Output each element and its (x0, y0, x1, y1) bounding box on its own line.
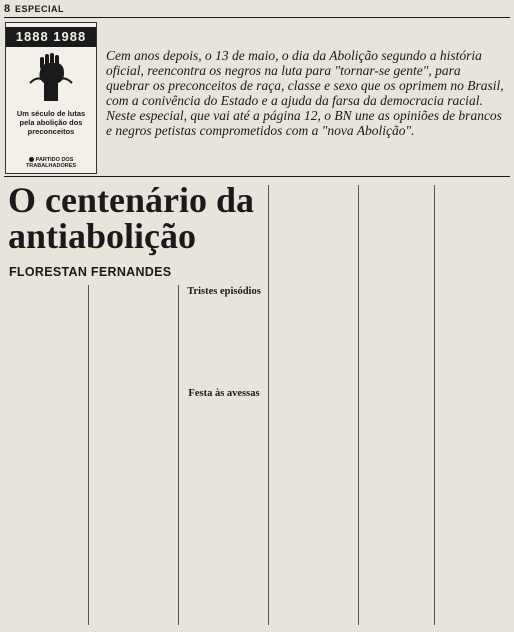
emblem-party: PARTIDO DOS TRABALHADORES (6, 157, 96, 169)
article-headline: O centenário da antiabolição (8, 180, 254, 256)
raised-fist-icon (24, 53, 78, 103)
column-divider (178, 285, 179, 625)
column-divider (88, 285, 89, 625)
emblem-title: Um século de lutas pela abolição dos preconceitos (16, 109, 86, 136)
subhead-tristes-episodios: Tristes episódios (187, 286, 261, 297)
article-column-2 (92, 283, 176, 628)
page-header (4, 3, 510, 18)
column-divider (434, 185, 435, 625)
article-column-4 (272, 185, 356, 628)
lead-divider (4, 176, 510, 177)
article-column-6 (438, 185, 510, 628)
article-column-5 (362, 185, 432, 628)
section-label: ESPECIAL (15, 4, 65, 14)
emblem-years: 1888 1988 (6, 27, 96, 47)
article-byline: FLORESTAN FERNANDES (9, 265, 172, 279)
centenary-emblem (5, 22, 97, 174)
article-column-1 (8, 283, 86, 628)
article-lead: Cem anos depois, o 13 de maio, o dia da Abolição segundo a história oficial, reencontra os negros na luta para "tornar-se gente", para quebrar os preconceitos de raça, classe e sexo que os oprimem no Brasil, com a conivência do Estado e a ajuda da farsa da democracia racial. Neste especial, que vai até a página 12, o BN une as opiniões de brancos e negros petistas comprometidos com a "nova Abolição". (106, 48, 504, 138)
article-column-3 (182, 283, 266, 628)
column-divider (358, 185, 359, 625)
column-divider (268, 185, 269, 625)
page-number: 8 (4, 3, 11, 15)
subhead-festa-as-avessas: Festa às avessas (188, 388, 260, 399)
